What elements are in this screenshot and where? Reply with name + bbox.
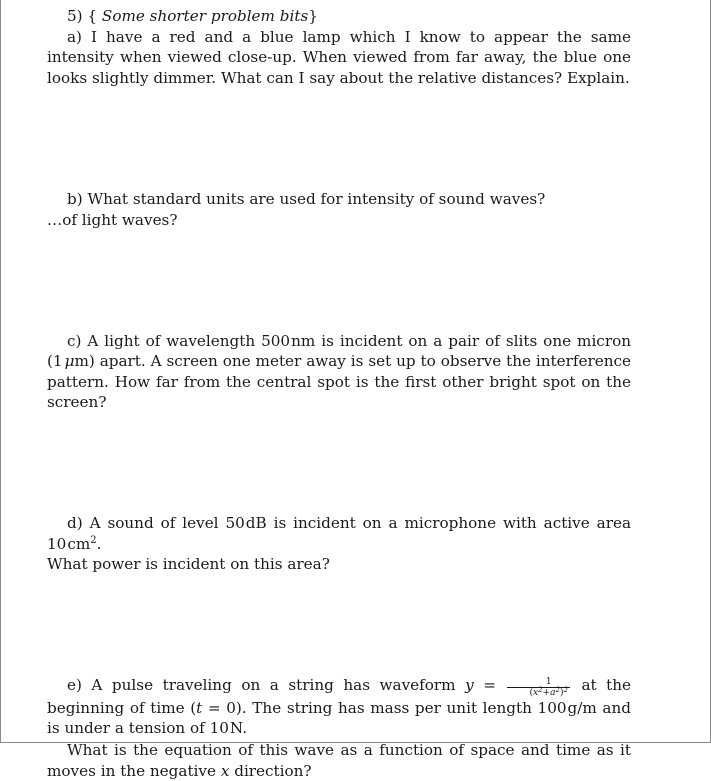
answer-space-c [47,413,631,513]
part-d-line2: What power is incident on this area? [47,555,330,574]
part-d-end: . [96,534,102,553]
problem-title: Some shorter problem bits [101,7,309,25]
part-d-line1 [47,513,631,554]
part-e-question-suffix: direction? [229,761,312,780]
part-e-t: t [196,698,203,717]
problem-heading [67,6,631,27]
answer-space-d [47,575,631,675]
part-e-y: y [465,675,474,694]
problem-close-brace: } [308,7,318,25]
part-d-prefix: d) A sound of level 50 [67,513,245,532]
part-d-exponent: 2 [90,534,97,546]
part-c-text [47,331,631,413]
part-e-x: x [220,761,230,780]
part-a-text: a) I have a red and a blue lamp which I know to appear the same intensity when viewed close-up. When viewed from far away, the blue one looks slightly dimmer. What can I say about the relative distances? Explain. [47,27,631,87]
part-c-unit-m: m [74,352,89,371]
part-b-line2: …of light waves? [47,210,178,229]
part-e-equals: = [473,675,506,694]
part-e-after-fraction: at the beginning of time ( [47,675,631,717]
problem-number: 5) [67,7,83,25]
answer-space-a [47,88,631,189]
part-c-mu: μ [64,352,75,371]
part-e-question [47,740,631,781]
problem-open-brace: { [87,7,98,25]
part-e-end: . [242,719,248,738]
part-c-middle: is incident on a pair of slits one micron (1 [47,331,632,371]
part-e-mid: and is under a tension of 10 [47,698,631,738]
fraction-denominator: $(x^2+a^2)^2$ [529,685,568,698]
part-e-text [47,675,631,739]
part-e-fraction [507,678,569,698]
part-e-prefix: e) A pulse traveling on a string has waveform [67,675,466,694]
part-e-unit-mass: g/m [567,698,597,717]
part-d-unit-cm: cm [67,534,91,553]
part-c-suffix: ) apart. A screen one meter away is set up to observe the interference pattern. How far from the central spot is the first other bright spot on the screen? [47,352,631,412]
part-e-question-prefix: What is the equation of this wave as a function of space and time as it moves in the negative [47,740,631,780]
part-d-unit-db: dB [245,513,267,532]
part-c-unit-nm: nm [291,331,316,350]
fraction-numerator: 1 [507,678,569,688]
part-e-t-equals: = 0). The string has mass per unit length 100 [202,698,567,717]
part-e-unit-tension: N [229,719,243,738]
part-c-prefix: c) A light of wavelength 500 [67,331,291,350]
document-page [47,6,631,781]
part-d-middle: is incident on a microphone with active area 10 [47,513,631,553]
answer-space-b [47,231,631,331]
part-b-line1: b) What standard units are used for intensity of sound waves? [67,190,546,209]
